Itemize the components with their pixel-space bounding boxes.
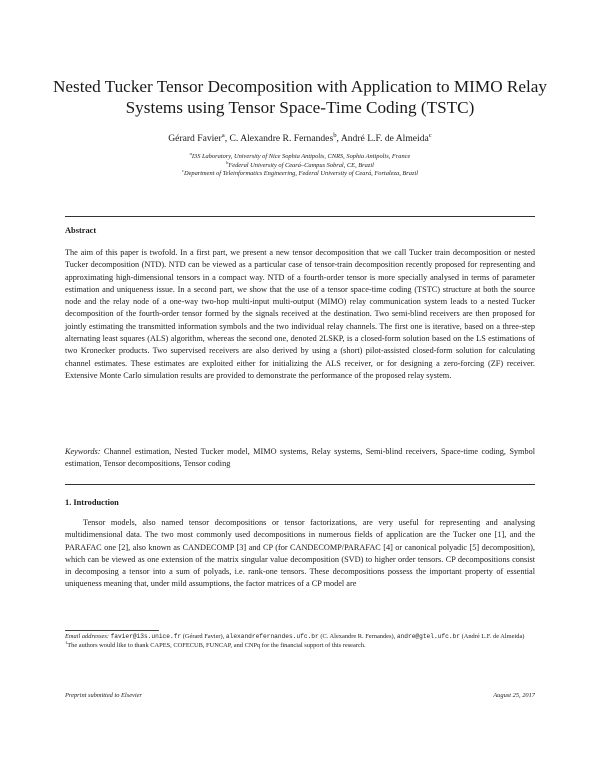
email-owner: (André L.F. de Almeida)	[461, 633, 525, 640]
email-owner: (Gérard Favier),	[182, 633, 225, 640]
footnote-rule	[65, 630, 159, 631]
author-name: André L.F. de Almeida	[340, 133, 429, 144]
footer-preprint-note: Preprint submitted to Elsevier	[65, 692, 142, 699]
email-owner: (C. Alexandre R. Fernandes),	[320, 633, 396, 640]
footnotes	[65, 633, 535, 650]
footer-date: August 25, 2017	[493, 692, 535, 699]
author-affil-mark: a	[221, 131, 225, 139]
abstract-bottom-rule	[65, 484, 535, 485]
email-label: Email addresses:	[65, 633, 109, 640]
author-affil-mark: c	[428, 131, 432, 139]
keywords-text: Channel estimation, Nested Tucker model, MIMO systems, Relay systems, Semi-blind receivers, Space-time coding, Symbol estimation, Tensor decompositions, Tensor coding	[65, 447, 536, 469]
introduction-body	[65, 517, 535, 591]
keywords-label: Keywords:	[65, 447, 101, 456]
section-heading-introduction: 1. Introduction	[65, 498, 119, 507]
email-link[interactable]: andre@gtel.ufc.br	[396, 633, 460, 640]
abstract-top-rule	[65, 216, 535, 217]
author-list: Gérard Favier$^a$, C. Alexandre R. Fernandes$^b$, André L.F. de Almeida$^c$	[168, 131, 432, 144]
affil-text: I3S Laboratory, University of Nice Sophia Antipolis, CNRS, Sophia Antipolis, France	[191, 153, 411, 160]
funding-text: The authors would like to thank CAPES, COFECUB, FUNCAP, and CNPq for the financial support of this research.	[67, 641, 366, 649]
author-name: Gérard Favier	[168, 133, 222, 144]
affil-mark: b	[226, 159, 229, 165]
paper-title: Nested Tucker Tensor Decomposition with Application to MIMO Relay Systems using Tensor Space-Time Coding (TSTC)	[52, 77, 547, 117]
affil-text: Department of Teleinformatics Engineering, Federal University of Ceará, Fortaleza, Brazil	[183, 170, 419, 178]
author-affil-mark: b	[333, 131, 337, 139]
funding-mark: 1	[65, 639, 68, 645]
affiliation-list	[40, 150, 560, 179]
affil-text: Federal University of Ceará–Campus Sobral, CE, Brazil	[228, 161, 374, 169]
introduction-paragraph: Tensor models, also named tensor decompositions or tensor factorizations, are very useful for representing and analysing multidimensional data. The two most commonly used decompositions in numerous fields of application are the Tucker one [1], and the PARAFAC one [2], also known as CANDECOMP [3] and CP (for CANDECOMP/PARAFAC [4] or canonical polyadic [5] decomposition), which can be viewed as one extension of the matrix singular value decomposition (SVD) to higher order tensors. CP decompositions consist in decomposing a tensor into a sum of polyads, i.e. rank-one tensors. These decompositions possess the important property of essential uniqueness meaning that, under mild assumptions, the factor matrices of a CP model are	[65, 518, 535, 589]
affiliation-item	[40, 170, 560, 179]
funding-footnote	[65, 639, 535, 651]
email-link[interactable]: favier@i3s.unice.fr	[110, 633, 182, 640]
author-name: C. Alexandre R. Fernandes	[229, 133, 334, 144]
affil-mark: c	[181, 168, 184, 174]
affil-mark: a	[189, 150, 192, 156]
abstract-text: The aim of this paper is twofold. In a first part, we present a new tensor decomposition that we call Tucker train decomposition or nested Tucker decomposition (NTD). NTD can be viewed as a particular case of tensor-train decomposition recently proposed for representing and approximating high-dimensional tensors in a compact way. NTD of a fourth-order tensor is more specially analysed in terms of parameter estimation and uniqueness issue. In a second part, we show that the use of a tensor space-time coding (TSTC) structure at both the source node and the relay node of a one-way two-hop multi-input multi-output (MIMO) relay communication system leads to a nested Tucker decomposition of the fourth-order tensor formed by the signals received at the destination. Two semi-blind receivers are then proposed for jointly estimating the transmitted information symbols and the two individual relay channels. The first one is iterative, based on a three-step alternating least squares (ALS) algorithm, whereas the second one, denoted 2LSKP, is a closed-form solution based on the LS estimations of two Kronecker products. Two supervised receivers are also derived by using a (short) pilot-assisted closed-form solution for calculating channel estimates. These estimates are exploited either for initializing the ALS receiver, or for designing a zero-forcing (ZF) receiver. Extensive Monte Carlo simulation results are provided to demonstrate the performance of the proposed relay system.	[65, 248, 535, 380]
email-link[interactable]: alexandrefernandes.ufc.br	[225, 633, 319, 640]
abstract-heading: Abstract	[65, 226, 97, 235]
keywords	[65, 446, 535, 471]
